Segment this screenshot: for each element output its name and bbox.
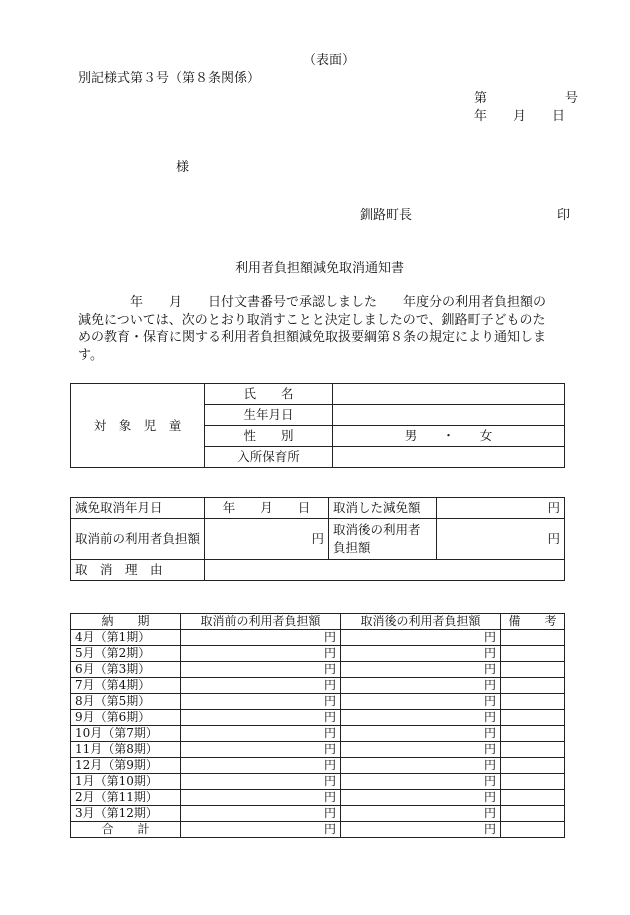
total-label: 合 計 bbox=[71, 822, 181, 838]
cancelled-amount-label: 取消した減免額 bbox=[329, 498, 437, 519]
period-label: 2月（第11期） bbox=[71, 790, 181, 806]
after-amount-cell[interactable]: 円 bbox=[341, 758, 501, 774]
face-label: （表面） bbox=[303, 53, 356, 68]
after-amount-cell[interactable]: 円 bbox=[341, 726, 501, 742]
period-label: 12月（第9期） bbox=[71, 758, 181, 774]
table-row bbox=[71, 806, 565, 822]
cancellation-table bbox=[70, 497, 565, 581]
sex-label: 性 別 bbox=[205, 426, 333, 447]
sex-choice[interactable]: 男 ・ 女 bbox=[333, 426, 565, 447]
remarks-cell[interactable] bbox=[501, 646, 565, 662]
period-label: 7月（第4期） bbox=[71, 678, 181, 694]
nursery-field[interactable] bbox=[333, 447, 565, 468]
table-row bbox=[71, 694, 565, 710]
form-number: 別記様式第３号（第８条関係） bbox=[78, 71, 261, 86]
table-row bbox=[71, 678, 565, 694]
remarks-cell[interactable] bbox=[501, 678, 565, 694]
before-amount-cell[interactable]: 円 bbox=[181, 678, 341, 694]
before-amount-cell[interactable]: 円 bbox=[181, 694, 341, 710]
table-row bbox=[71, 742, 565, 758]
reason-label: 取 消 理 由 bbox=[71, 560, 205, 581]
after-amount-cell[interactable]: 円 bbox=[341, 806, 501, 822]
after-amount-cell[interactable]: 円 bbox=[341, 678, 501, 694]
remarks-cell[interactable] bbox=[501, 806, 565, 822]
seal-mark: 印 bbox=[557, 208, 571, 223]
table-row bbox=[71, 790, 565, 806]
remarks-cell[interactable] bbox=[501, 630, 565, 646]
addressee-honorific: 様 bbox=[176, 160, 190, 175]
before-amount-cell[interactable]: 円 bbox=[181, 774, 341, 790]
total-remarks-field[interactable] bbox=[501, 822, 565, 838]
total-before-field[interactable]: 円 bbox=[181, 822, 341, 838]
before-amount-cell[interactable]: 円 bbox=[181, 742, 341, 758]
period-label: 11月（第8期） bbox=[71, 742, 181, 758]
before-amount-cell[interactable]: 円 bbox=[181, 710, 341, 726]
header-before: 取消前の利用者負担額 bbox=[181, 614, 341, 630]
payment-schedule-table bbox=[70, 613, 565, 838]
table-row bbox=[71, 662, 565, 678]
table-row bbox=[71, 646, 565, 662]
document-title: 利用者負担額減免取消通知書 bbox=[235, 261, 405, 276]
remarks-cell[interactable] bbox=[501, 790, 565, 806]
before-amount-field[interactable]: 円 bbox=[205, 519, 329, 560]
issue-date: 年 月 日 bbox=[474, 109, 566, 124]
before-amount-cell[interactable]: 円 bbox=[181, 790, 341, 806]
table-row bbox=[71, 630, 565, 646]
before-amount-cell[interactable]: 円 bbox=[181, 806, 341, 822]
before-amount-cell[interactable]: 円 bbox=[181, 646, 341, 662]
period-label: 8月（第5期） bbox=[71, 694, 181, 710]
period-label: 6月（第3期） bbox=[71, 662, 181, 678]
sender-name: 釧路町長 bbox=[360, 208, 413, 223]
table-row bbox=[71, 774, 565, 790]
child-group-label: 対 象 児 童 bbox=[71, 384, 205, 468]
after-amount-label: 取消後の利用者負担額 bbox=[329, 519, 437, 560]
table-row bbox=[71, 726, 565, 742]
before-amount-cell[interactable]: 円 bbox=[181, 726, 341, 742]
table-row bbox=[71, 710, 565, 726]
remarks-cell[interactable] bbox=[501, 694, 565, 710]
table-row bbox=[71, 758, 565, 774]
after-amount-cell[interactable]: 円 bbox=[341, 694, 501, 710]
remarks-cell[interactable] bbox=[501, 726, 565, 742]
period-label: 4月（第1期） bbox=[71, 630, 181, 646]
period-label: 9月（第6期） bbox=[71, 710, 181, 726]
remarks-cell[interactable] bbox=[501, 710, 565, 726]
body-paragraph: 年 月 日付文書番号で承認しました 年度分の利用者負担額の減免については、次のとおり取消すことと決定しましたので、釧路町子どものための教育・保育に関する利用者負担額減免取扱要綱第８条の規定により通知します。 bbox=[78, 295, 547, 363]
after-amount-cell[interactable]: 円 bbox=[341, 646, 501, 662]
child-info-table bbox=[70, 383, 565, 468]
period-label: 3月（第12期） bbox=[71, 806, 181, 822]
after-amount-cell[interactable]: 円 bbox=[341, 630, 501, 646]
remarks-cell[interactable] bbox=[501, 742, 565, 758]
cancel-date-field[interactable]: 年 月 日 bbox=[205, 498, 329, 519]
name-field[interactable] bbox=[333, 384, 565, 405]
after-amount-cell[interactable]: 円 bbox=[341, 662, 501, 678]
name-label: 氏 名 bbox=[205, 384, 333, 405]
remarks-cell[interactable] bbox=[501, 758, 565, 774]
header-after: 取消後の利用者負担額 bbox=[341, 614, 501, 630]
header-due-period: 納 期 bbox=[71, 614, 181, 630]
period-label: 1月（第10期） bbox=[71, 774, 181, 790]
before-amount-cell[interactable]: 円 bbox=[181, 662, 341, 678]
reason-field[interactable] bbox=[205, 560, 565, 581]
before-amount-cell[interactable]: 円 bbox=[181, 630, 341, 646]
cancel-date-label: 減免取消年月日 bbox=[71, 498, 205, 519]
remarks-cell[interactable] bbox=[501, 774, 565, 790]
period-label: 5月（第2期） bbox=[71, 646, 181, 662]
after-amount-cell[interactable]: 円 bbox=[341, 742, 501, 758]
nursery-label: 入所保育所 bbox=[205, 447, 333, 468]
document-number: 第 号 bbox=[474, 91, 579, 106]
total-after-field[interactable]: 円 bbox=[341, 822, 501, 838]
after-amount-cell[interactable]: 円 bbox=[341, 774, 501, 790]
after-amount-cell[interactable]: 円 bbox=[341, 790, 501, 806]
remarks-cell[interactable] bbox=[501, 662, 565, 678]
header-remarks: 備 考 bbox=[501, 614, 565, 630]
birthdate-field[interactable] bbox=[333, 405, 565, 426]
birthdate-label: 生年月日 bbox=[205, 405, 333, 426]
after-amount-cell[interactable]: 円 bbox=[341, 710, 501, 726]
before-amount-label: 取消前の利用者負担額 bbox=[71, 519, 205, 560]
cancelled-amount-field[interactable]: 円 bbox=[437, 498, 565, 519]
period-label: 10月（第7期） bbox=[71, 726, 181, 742]
after-amount-field[interactable]: 円 bbox=[437, 519, 565, 560]
before-amount-cell[interactable]: 円 bbox=[181, 758, 341, 774]
